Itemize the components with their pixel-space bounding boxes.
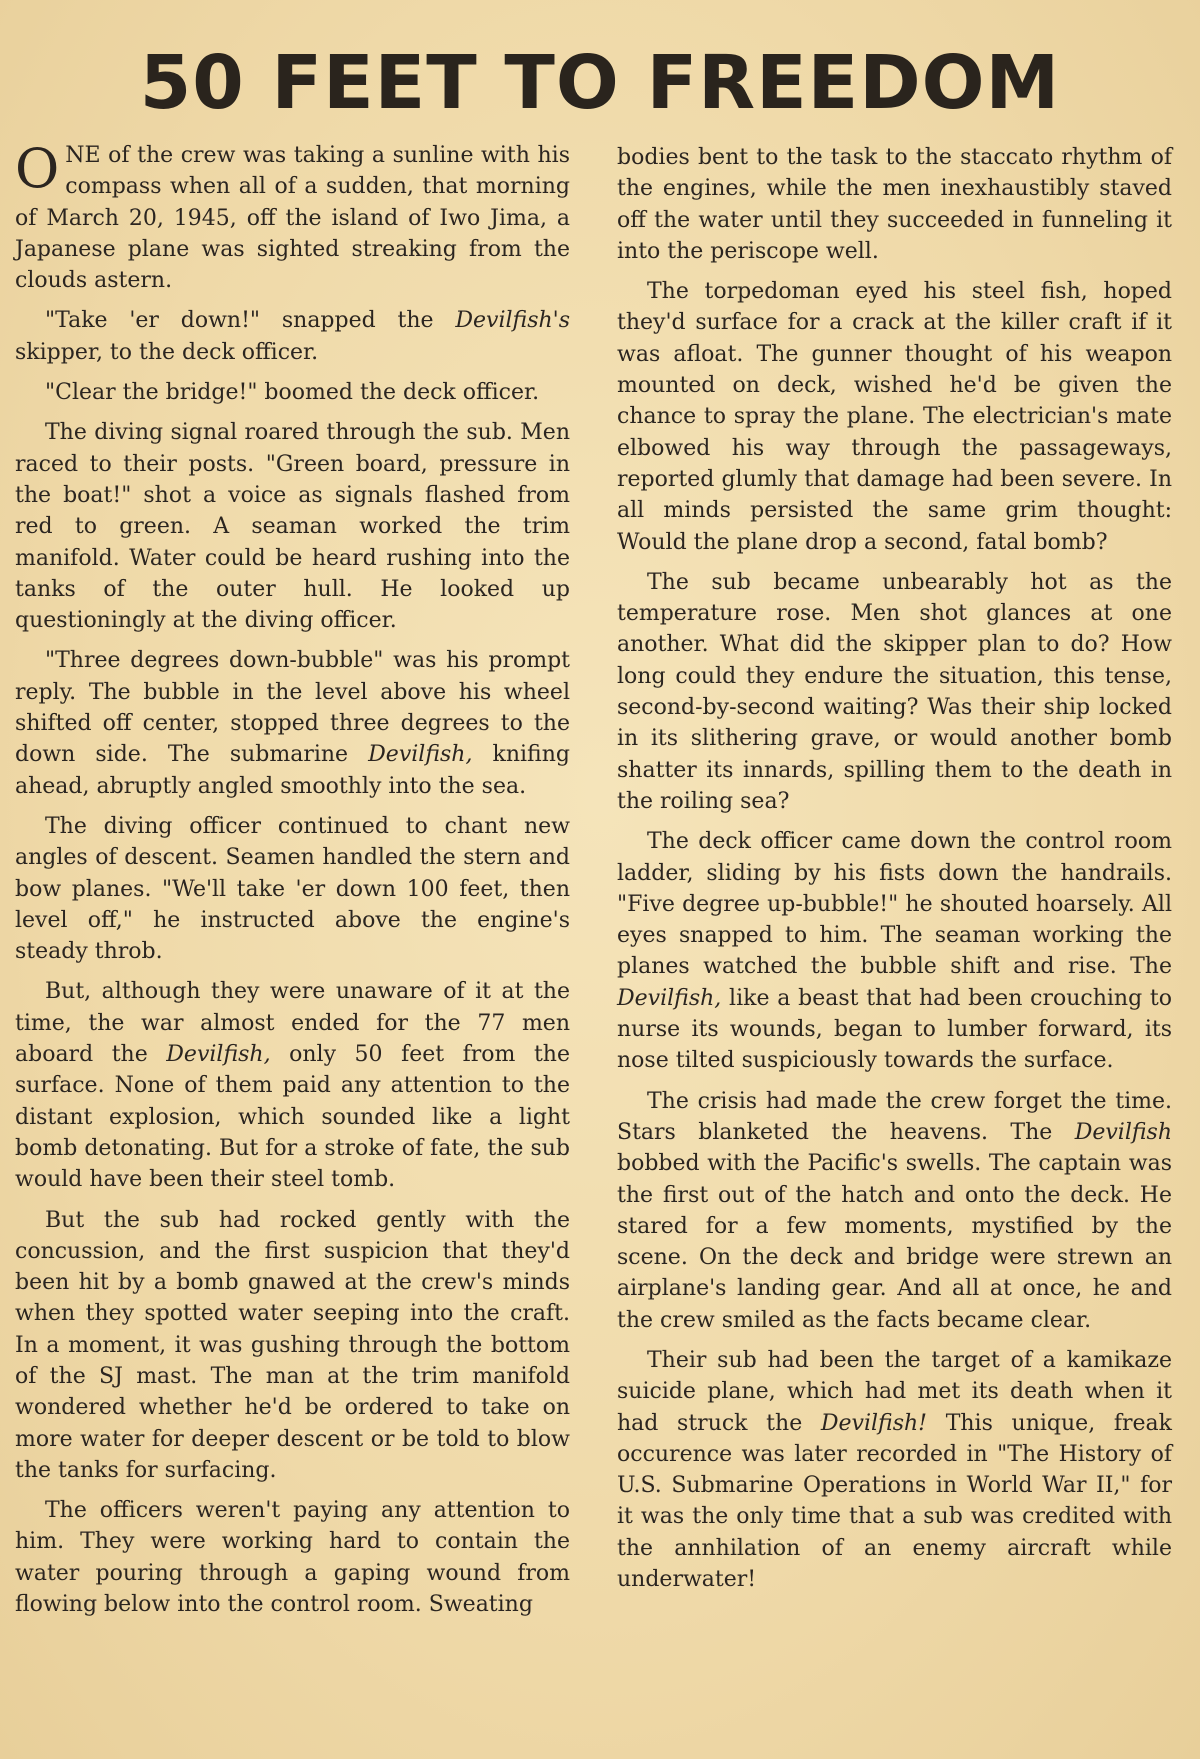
ship-name: Devilfish,	[166, 1042, 271, 1068]
paragraph-text: The diving officer continued to chant new angles of descent. Seamen handled the stern and bow planes. "We'll take 'er down 100 feet, then level off," he instructed above the engine's steady throb.	[15, 813, 570, 965]
right-column	[617, 142, 1172, 1604]
paragraph-text: The crisis had made the crew forget the time. Stars blanketed the heavens. The	[617, 1088, 1172, 1145]
paragraph	[15, 305, 570, 368]
paragraph-text: skipper, to the deck officer.	[15, 339, 319, 365]
paragraph-text: NE of the crew was taking a sunline with his compass when all of a sudden, that morning of March 20, 1945, off the island of Iwo Jima, a Japanese plane was sighted streaking from the clouds astern.	[15, 143, 570, 294]
paragraph-text: Their sub had been the target of a kamikaze suicide plane, which had met its death when it had struck the	[617, 1347, 1172, 1436]
paragraph-text: But, although they were unaware of it at the time, the war almost ended for the 77 men aboard the	[15, 979, 570, 1068]
paragraph-text: This unique, freak occurence was later recorded in "The History of U.S. Submarine Operations in World War II," for it was the only time that a sub was credited with the annhilation of an enemy aircraft while underwater!	[617, 1410, 1172, 1593]
paragraph-text: only 50 feet from the surface. None of them paid any attention to the distant explosion, which sounded like a light bomb detonating. But for a stroke of fate, the sub would have been their steel tomb.	[15, 1042, 570, 1193]
paragraph	[617, 567, 1172, 817]
paragraph-text: The sub became unbearably hot as the temperature rose. Men shot glances at one another. What did the skipper plan to do? How long could they endure the situation, this tense, second-by-second waiting? Was their ship locked in its slithering grave, or would another bomb shatter its innards, spilling them to the death in the roiling sea?	[617, 569, 1172, 814]
paragraph-text: The torpedoman eyed his steel fish, hoped they'd surface for a crack at the killer craft if it was afloat. The gunner thought of his weapon mounted on deck, wished he'd be given the chance to spray the plane. The electrician's mate elbowed his way through the passageways, reported glumly that damage had been severe. In all minds persisted the same grim thought: Would the plane drop a second, fatal bomb?	[617, 279, 1172, 555]
ship-name: Devilfish,	[368, 742, 473, 768]
paragraph	[15, 137, 570, 296]
ship-name: Devilfish's	[455, 308, 570, 334]
paragraph	[15, 417, 570, 636]
left-column	[15, 137, 570, 1629]
paragraph	[15, 377, 570, 408]
paragraph	[617, 142, 1172, 267]
paragraph-text: bobbed with the Pacific's swells. The captain was the first out of the hatch and onto the deck. He stared for a few moments, mystified by the scene. On the deck and bridge were strewn an airplane's landing gear. And all at once, he and the crew smiled as the facts became clear.	[617, 1151, 1172, 1333]
paragraph-text: The diving signal roared through the sub. Men raced to their posts. "Green board, pressure in the boat!" shot a voice as signals flashed from red to green. A seaman worked the trim manifold. Water could be heard rushing into the tanks of the outer hull. He looked up questioningly at the diving officer.	[15, 420, 570, 634]
paragraph-text: "Clear the bridge!" boomed the deck officer.	[45, 380, 540, 406]
paragraph-text: like a beast that had been crouching to nurse its wounds, began to lumber forward, its nose tilted suspiciously towards the surface.	[617, 985, 1172, 1074]
paragraph	[15, 811, 570, 967]
paragraph	[15, 1205, 570, 1487]
paragraph	[617, 826, 1172, 1076]
paragraph-text: "Take 'er down!" snapped the	[45, 308, 456, 334]
paragraph-text: "Three degrees down-bubble" was his prompt reply. The bubble in the level above his wheel shifted off center, stopped three degrees to the down side. The submarine	[15, 648, 570, 768]
paragraph	[617, 1345, 1172, 1595]
paragraph-text: The deck officer came down the control room ladder, sliding by his fists down the handrails. "Five degree up-bubble!" he shouted hoarsely. All eyes snapped to him. The seaman working the planes watched the bubble shift and rise. The	[617, 829, 1172, 980]
paragraph	[617, 276, 1172, 558]
paragraph-text: But the sub had rocked gently with the concussion, and the first suspicion that they'd been hit by a bomb gnawed at the crew's minds when they spotted water seeping into the craft. In a moment, it was gushing through the bottom of the SJ mast. The man at the trim manifold wondered whether he'd be ordered to take on more water for deeper descent or be told to blow the tanks for surfacing.	[15, 1207, 570, 1483]
ship-name: Devilfish!	[820, 1410, 928, 1436]
paragraph	[15, 1495, 570, 1620]
ship-name: Devilfish	[1074, 1119, 1172, 1145]
paragraph	[15, 645, 570, 801]
paragraph-text: knifing ahead, abruptly angled smoothly into the sea.	[15, 742, 570, 799]
paragraph	[617, 1086, 1172, 1336]
paragraph	[15, 976, 570, 1195]
ship-name: Devilfish,	[617, 985, 722, 1011]
paragraph-text: The officers weren't paying any attention to him. They were working hard to contain the water pouring through a gaping wound from flowing below into the control room. Sweating	[15, 1498, 570, 1618]
article-title: 50 FEET TO FREEDOM	[139, 40, 1061, 126]
drop-cap: O	[15, 137, 60, 200]
paragraph-text: bodies bent to the task to the staccato rhythm of the engines, while the men inexhaustibly staved off the water until they succeeded in funneling it into the periscope well.	[617, 145, 1172, 264]
